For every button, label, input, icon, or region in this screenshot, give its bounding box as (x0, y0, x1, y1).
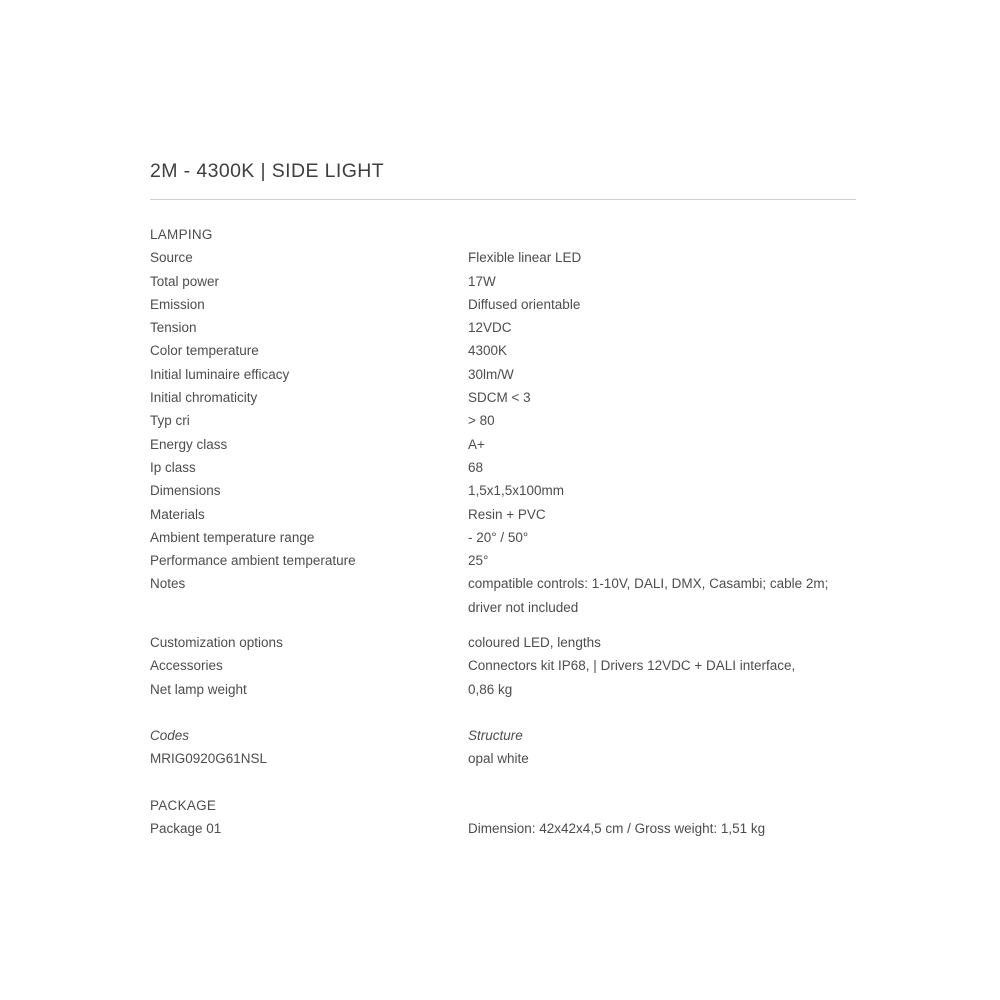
spec-value: > 80 (468, 413, 495, 429)
spec-value: 25° (468, 553, 489, 569)
spec-value: Connectors kit IP68, | Drivers 12VDC + DALI interface, (468, 658, 796, 674)
table-row (150, 479, 856, 502)
package-value: Dimension: 42x42x4,5 cm / Gross weight: 1,51 kg (468, 820, 766, 836)
structure-heading: Structure (468, 727, 523, 743)
codes-heading-row (150, 724, 856, 747)
package-heading: PACKAGE (150, 797, 217, 813)
table-row (150, 817, 856, 840)
spec-label: Typ cri (150, 413, 190, 429)
spec-label: Performance ambient temperature (150, 553, 356, 569)
spec-label: Emission (150, 296, 205, 312)
product-code: MRIG0920G61NSL (150, 751, 268, 767)
spec-label: Materials (150, 506, 205, 522)
spec-value: Diffused orientable (468, 296, 581, 312)
spec-value: 4300K (468, 343, 508, 359)
structure-value: opal white (468, 751, 529, 767)
table-row (150, 433, 856, 456)
spec-value: Flexible linear LED (468, 250, 582, 266)
lamping-section (150, 200, 856, 840)
spec-label: Tension (150, 320, 197, 336)
table-row (150, 456, 856, 479)
spec-value: 1,5x1,5x100mm (468, 483, 565, 499)
spec-label: Initial luminaire efficacy (150, 366, 290, 382)
table-row (150, 363, 856, 386)
spec-label: Ip class (150, 459, 196, 475)
spec-label: Total power (150, 273, 220, 289)
spec-label: Dimensions (150, 483, 221, 499)
spec-label: Notes (150, 576, 186, 592)
spec-value: coloured LED, lengths (468, 635, 601, 651)
package-heading-spacer (468, 794, 856, 817)
spec-value: 0,86 kg (468, 681, 513, 697)
table-row (150, 631, 856, 654)
spec-value: A+ (468, 436, 485, 452)
spec-value: Resin + PVC (468, 506, 546, 522)
spacer (150, 771, 856, 794)
table-row (150, 293, 856, 316)
table-row (150, 549, 856, 572)
table-row (150, 654, 856, 677)
spec-label: Ambient temperature range (150, 529, 315, 545)
table-row (150, 386, 856, 409)
table-row (150, 339, 856, 362)
spec-value: 30lm/W (468, 366, 514, 382)
spec-value: SDCM < 3 (468, 390, 531, 406)
table-row (150, 409, 856, 432)
spec-sheet (150, 160, 856, 840)
table-row (150, 526, 856, 549)
table-row (150, 678, 856, 701)
spec-label: Energy class (150, 436, 228, 452)
spec-label: Source (150, 250, 193, 266)
spec-value: 17W (468, 273, 496, 289)
table-row (150, 747, 856, 770)
page-title: 2M - 4300K | SIDE LIGHT (150, 160, 856, 200)
table-row (150, 270, 856, 293)
spec-value: 68 (468, 459, 484, 475)
spec-value: - 20° / 50° (468, 529, 529, 545)
spec-label: Net lamp weight (150, 681, 247, 697)
spacer (150, 619, 856, 631)
package-label: Package 01 (150, 820, 222, 836)
spacer (150, 200, 856, 223)
spec-label: Accessories (150, 658, 223, 674)
package-heading-row (150, 794, 856, 817)
spacer (150, 701, 856, 724)
lamping-heading-spacer (468, 223, 856, 246)
spec-value: 12VDC (468, 320, 512, 336)
spec-value: compatible controls: 1-10V, DALI, DMX, Casambi; cable 2m; driver not included (468, 576, 829, 615)
lamping-heading-row (150, 223, 856, 246)
codes-heading: Codes (150, 727, 190, 743)
spec-label: Color temperature (150, 343, 259, 359)
table-row (150, 316, 856, 339)
table-row-notes (150, 572, 856, 619)
spec-label: Initial chromaticity (150, 390, 258, 406)
spec-label: Customization options (150, 635, 283, 651)
table-row (150, 503, 856, 526)
lamping-heading: LAMPING (150, 227, 213, 242)
table-row (150, 246, 856, 269)
